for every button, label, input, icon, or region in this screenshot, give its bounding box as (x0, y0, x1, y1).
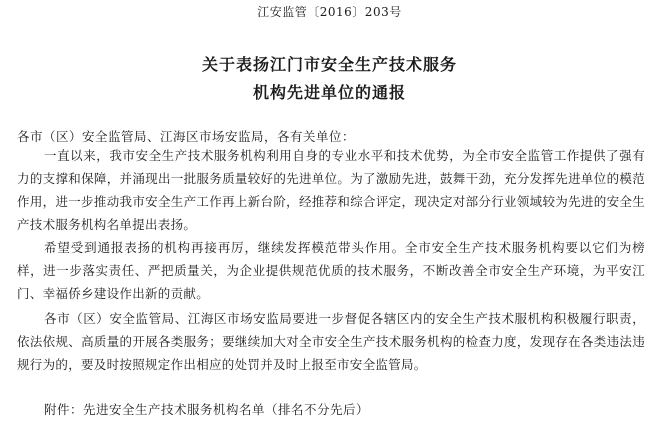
body-paragraph-1: 一直以来，我市安全生产技术服务机构利用自身的专业水平和技术优势，为全市安全监管工作提供了强有力的支撑和保障，并涌现出一批服务质量较好的先进单位。为了激励先进，鼓舞干劲，充分发挥先进单位的模范作用，进一步推动我市安全生产工作再上新台阶，经推荐和综合评定，现决定对部分行业领域较为先进的安全生产技术服务机构名单提出表扬。 (17, 148, 645, 232)
body-paragraph-3: 各市（区）安全监管局、江海区市场安监局要进一步督促各辖区内的安全生产技术服机构积极履行职责，依法依规、高质量的开展各类服务；要继续加大对全市安全生产技术服务机构的检查力度，发现存在各类违法违规行为的，要及时按照规定作出相应的处罚并及时上报至市安全监管局。 (17, 311, 645, 372)
document-title-line-2: 机构先进单位的通报 (252, 83, 406, 102)
salutation: 各市（区）安全监管局、江海区市场安监局，各有关单位： (17, 129, 356, 144)
document-number: 江安监管〔2016〕203号 (257, 5, 402, 19)
document-title-line-1: 关于表扬江门市安全生产技术服务 (201, 55, 457, 74)
attachment-note: 附件：先进安全生产技术服务机构名单（排名不分先后） (44, 402, 370, 417)
body-paragraph-2: 希望受到通报表扬的机构再接再厉，继续发挥模范带头作用。全市安全生产技术服务机构要以它们为榜样，进一步落实责任、严把质量关，为企业提供规范优质的技术服务，不断改善全市安全生产环境，为平安江门、幸福侨乡建设作出新的贡献。 (17, 240, 645, 301)
